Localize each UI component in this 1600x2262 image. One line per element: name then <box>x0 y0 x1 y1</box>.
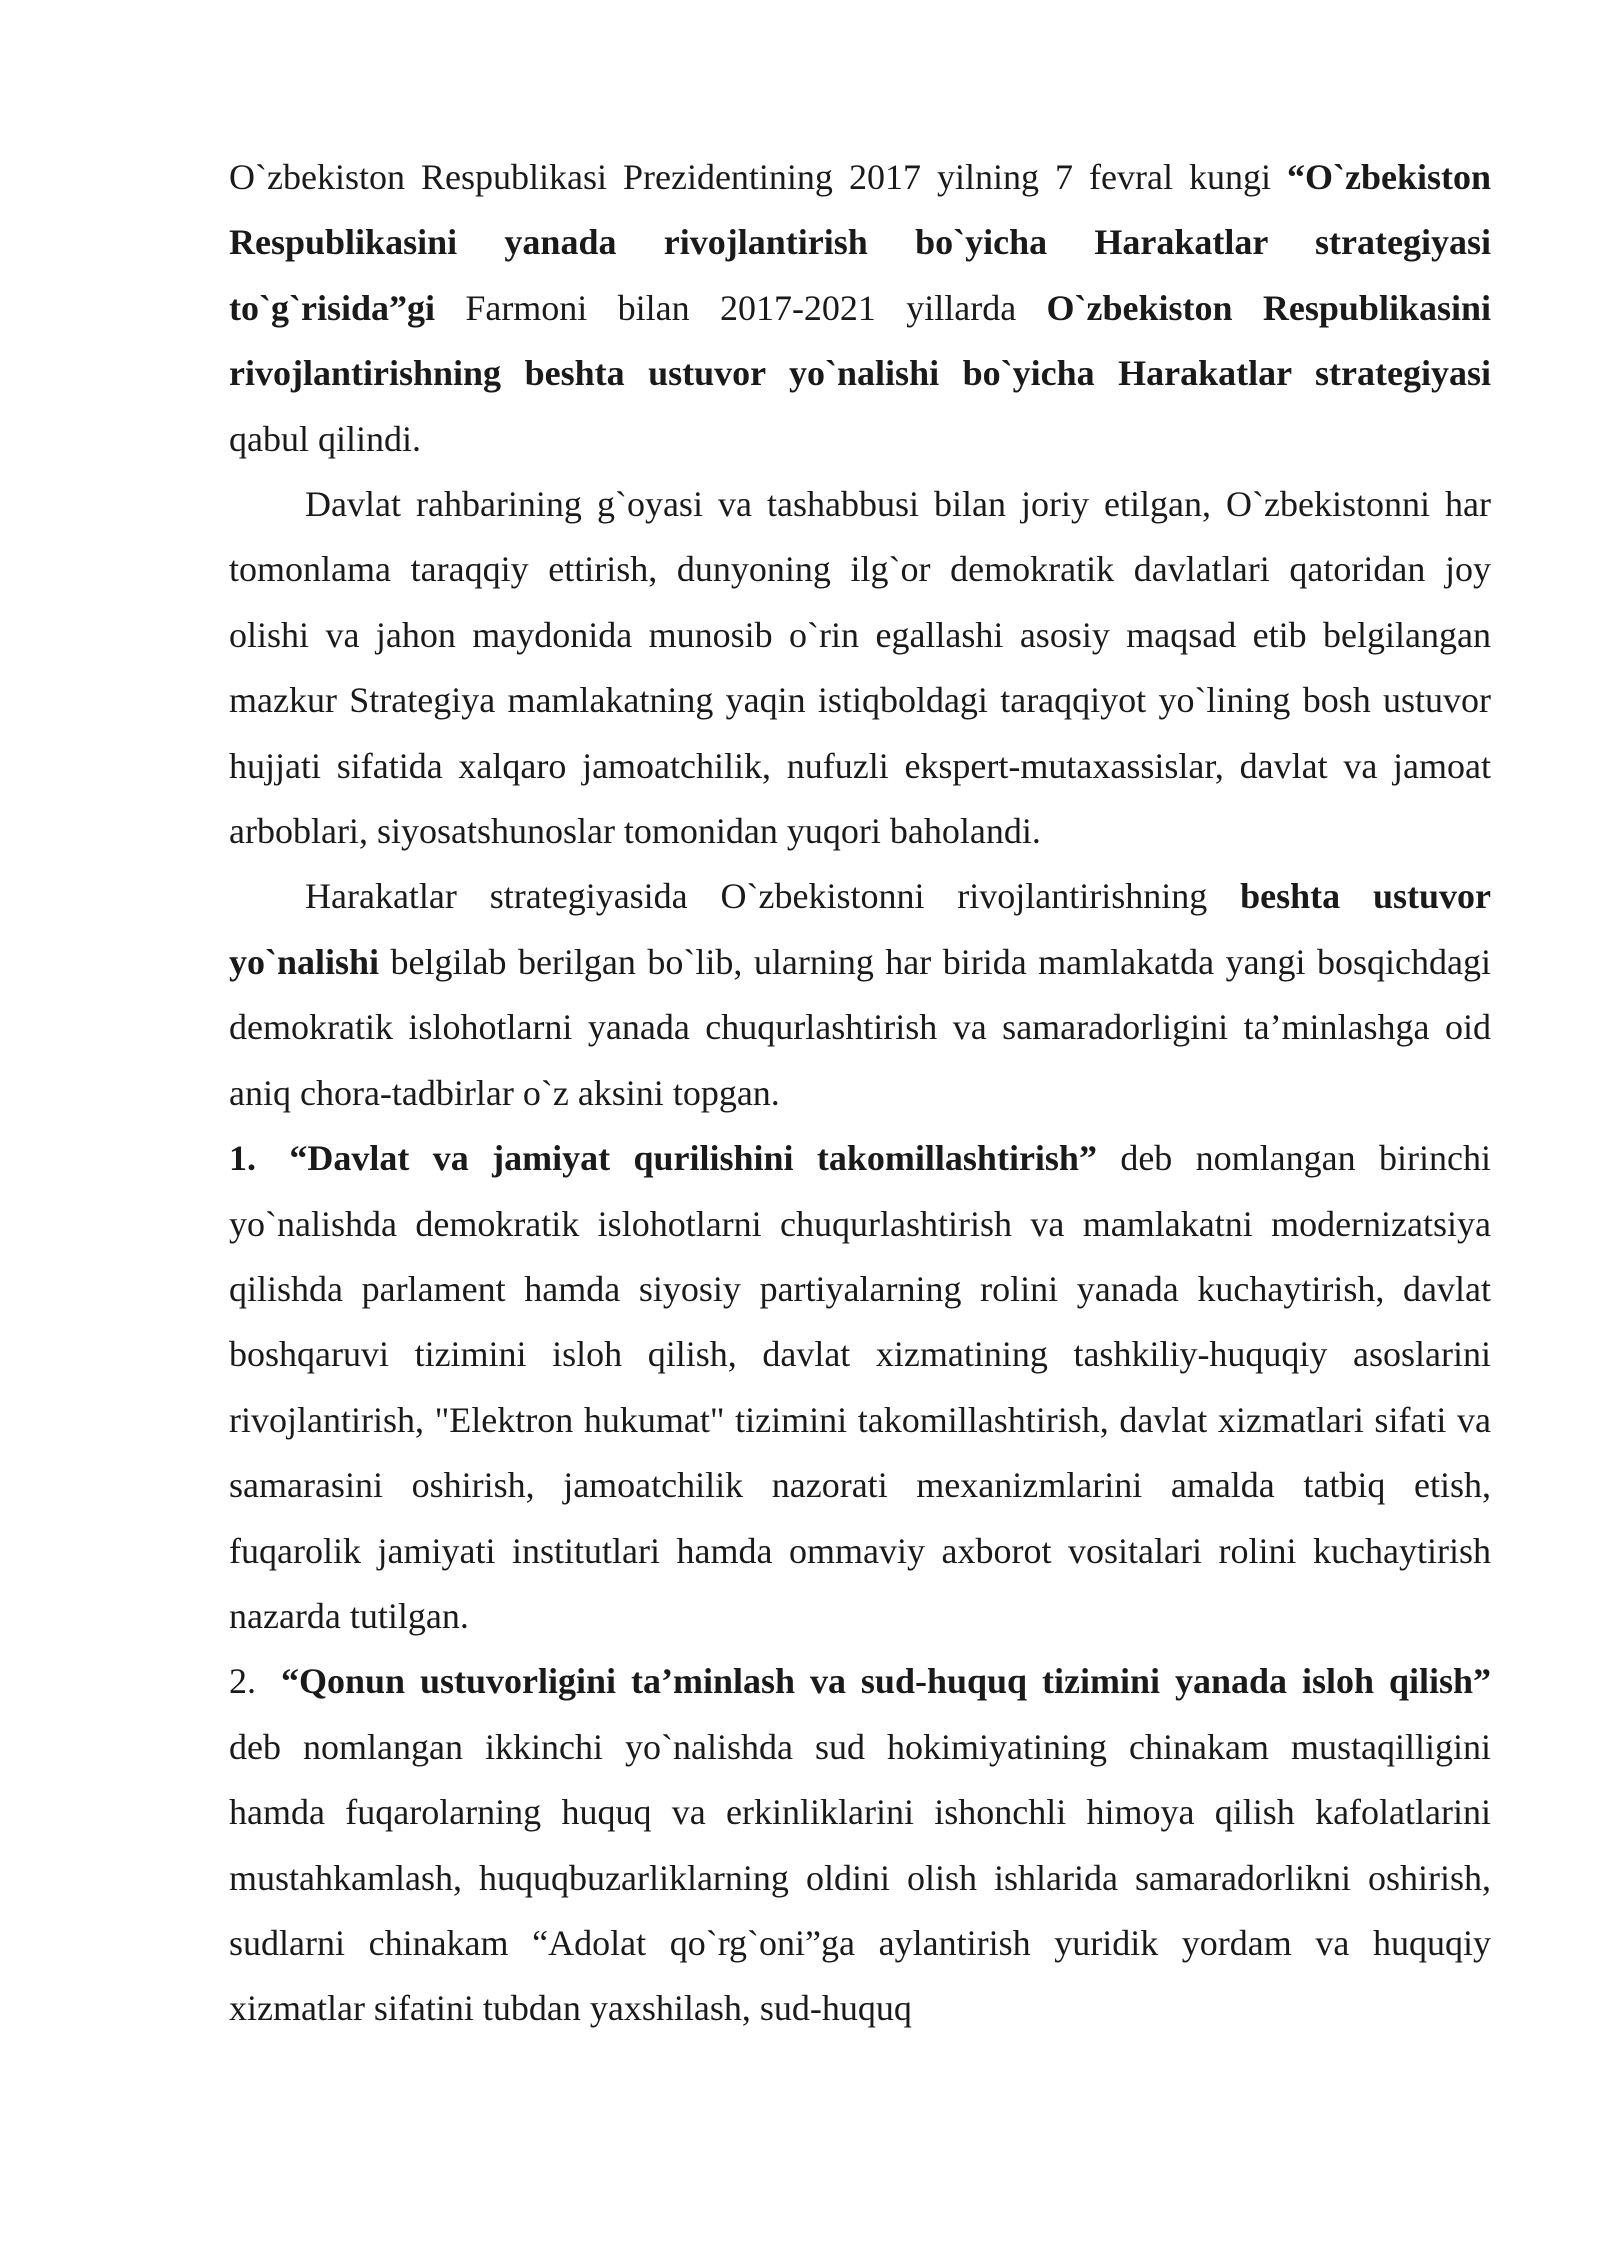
paragraph-decree-intro <box>229 145 1491 472</box>
paragraph-five-directions <box>229 864 1491 1126</box>
decree-title: “O`zbekiston Respublikasini yanada rivojlantirish bo`yicha Harakatlar strategiyasi to`g`risida”gi <box>229 157 1491 328</box>
direction-1-title: “Davlat va jamiyat qurilishini takomillashtirish” <box>289 1138 1097 1179</box>
paragraph-direction-2 <box>229 1649 1491 2041</box>
paragraph-strategy-evaluation <box>229 472 1491 864</box>
five-directions-bold: beshta ustuvor yo`nalishi <box>229 876 1492 982</box>
strategy-evaluation-text: Davlat rahbarining g`oyasi va tashabbusi bilan joriy etilgan, O`zbekistonni har tomonlama taraqqiy ettirish, dunyoning ilg`or demokratik davlatlari qatoridan joy olishi va jahon maydonida munosib o`rin egallashi asosiy maqsad etib belgilangan mazkur Strategiya mamlakatning yaqin istiqboldagi taraqqiyot yo`lining bosh ustuvor hujjati sifatida xalqaro jamoatchilik, nufuzli ekspert-mutaxassislar, davlat va jamoat arboblari, siyosatshunoslar tomonidan yuqori baholandi. <box>229 484 1491 852</box>
direction-2-number: 2. <box>229 1661 256 1702</box>
direction-2-title: “Qonun ustuvorligini ta’minlash va sud-huquq tizimini yanada isloh qilish” <box>280 1661 1492 1702</box>
direction-2-text: deb nomlangan ikkinchi yo`nalishda sud hokimiyatining chinakam mustaqilligini hamda fuqarolarning huquq va erkinliklarini ishonchli himoya qilish kafolatlarini mustahkamlash, huquqbuzarliklarning oldini olish ishlarida samaradorlikni oshirish, sudlarni chinakam “Adolat qo`rg`oni”ga aylantirish yuridik yordam va huquqiy xizmatlar sifatini tubdan yaxshilash, sud-huquq <box>229 1726 1491 2029</box>
strategy-title: O`zbekiston Respublikasini rivojlantirishning beshta ustuvor yo`nalishi bo`yicha Harakatlar strategiyasi <box>229 287 1491 394</box>
document-page <box>229 145 1491 2042</box>
paragraph-direction-1 <box>229 1126 1491 1649</box>
five-directions-intro: Harakatlar strategiyasida O`zbekistonni rivojlantirishning <box>305 876 1241 917</box>
direction-1-number: 1. <box>229 1138 256 1179</box>
decree-end-text: qabul qilindi. <box>229 418 421 459</box>
decree-intro-text: O`zbekiston Respublikasi Prezidentining 2017 yilning 7 fevral kungi <box>229 157 1287 197</box>
direction-1-text: deb nomlangan birinchi yo`nalishda demokratik islohotlarni chuqurlashtirish va mamlakatni modernizatsiya qilishda parlament hamda siyosiy partiyalarning rolini yanada kuchaytirish, davlat boshqaruvi tizimini isloh qilish, davlat xizmatining tashkiliy-huquqiy asoslarini rivojlantirish, "Elektron hukumat" tizimini takomillashtirish, davlat xizmatlari sifati va samarasini oshirish, jamoatchilik nazorati mexanizmlarini amalda tatbiq etish, fuqarolik jamiyati institutlari hamda ommaviy axborot vositalari rolini kuchaytirish nazarda tutilgan. <box>229 1138 1491 1636</box>
five-directions-rest: belgilab berilgan bo`lib, ularning har birida mamlakatda yangi bosqichdagi demokratik islohotlarni yanada chuqurlashtirish va samaradorligini ta’minlashga oid aniq chora-tadbirlar o`z aksini topgan. <box>229 941 1491 1113</box>
decree-middle-text: Farmoni bilan 2017-2021 yillarda <box>434 287 1047 328</box>
